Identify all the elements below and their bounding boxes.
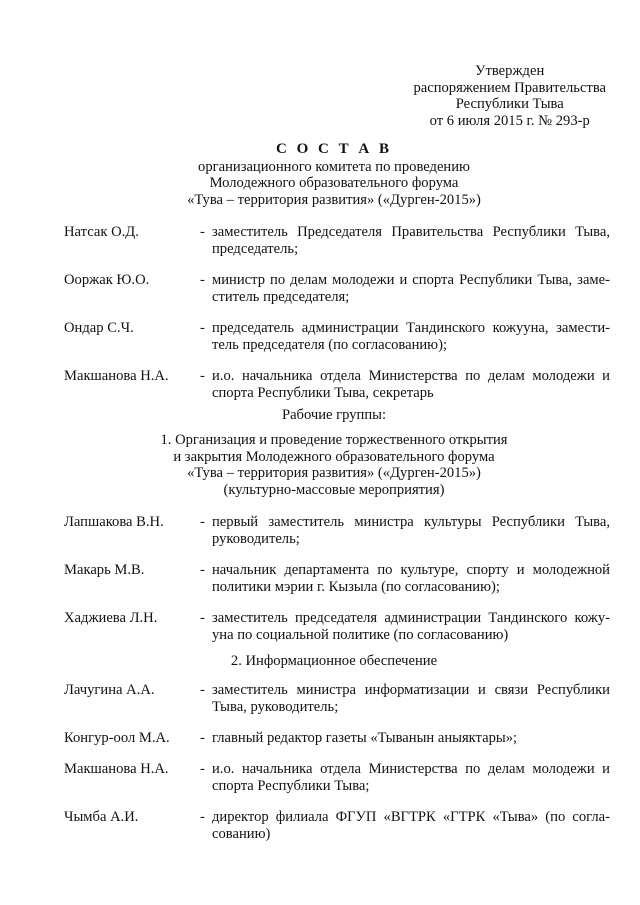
dash: -	[200, 272, 205, 288]
member-name: Макшанова Н.А.	[64, 761, 169, 777]
list-item	[64, 224, 610, 258]
approval-line: Республики Тыва	[455, 96, 564, 113]
dash: -	[200, 368, 205, 384]
approval-line: Утвержден	[475, 63, 545, 79]
member-role: главный редактор газеты «Тыванын аныяктары»;	[212, 730, 518, 746]
group1-list	[64, 514, 610, 658]
list-item	[64, 368, 610, 402]
working-groups-heading: Рабочие группы:	[281, 407, 387, 423]
list-item	[64, 730, 610, 747]
list-item	[64, 809, 610, 843]
list-item	[64, 320, 610, 354]
member-role: заместитель председателя администрации Тандинского кожу-уна по социальной политике (по согласованию)	[212, 610, 610, 643]
dash: -	[200, 514, 205, 530]
dash: -	[200, 562, 205, 578]
dash: -	[200, 730, 205, 746]
approval-block	[413, 63, 606, 129]
group-heading-line: и закрытия Молодежного образовательного форума	[173, 448, 495, 465]
document-title: С О С Т А В	[276, 141, 392, 157]
list-item	[64, 514, 610, 548]
member-name: Ооржак Ю.О.	[64, 272, 150, 288]
member-name: Макарь М.В.	[64, 562, 145, 578]
member-role: заместитель Председателя Правительства Республики Тыва, председатель;	[212, 224, 610, 257]
member-role: директор филиала ФГУП «ВГТРК «ГТРК «Тыва» (по согла-сованию)	[212, 809, 610, 842]
member-name: Натсак О.Д.	[64, 224, 139, 240]
list-item	[64, 761, 610, 795]
member-role: первый заместитель министра культуры Республики Тыва, руководитель;	[212, 514, 610, 547]
list-item	[64, 682, 610, 716]
group2-heading: 2. Информационное обеспечение	[230, 653, 438, 669]
member-name: Лапшакова В.Н.	[64, 514, 164, 530]
dash: -	[200, 682, 205, 698]
approval-line: распоряжением Правительства	[413, 79, 606, 96]
document-title-block	[0, 141, 640, 208]
member-name: Лачугина А.А.	[64, 682, 155, 698]
dash: -	[200, 809, 205, 825]
dash: -	[200, 224, 205, 240]
approval-line: от 6 июля 2015 г. № 293-р	[429, 112, 590, 129]
member-role: начальник департамента по культуре, спорту и молодежной политики мэрии г. Кызыла (по согласованию);	[212, 562, 610, 595]
dash: -	[200, 610, 205, 626]
member-role: председатель администрации Тандинского кожууна, замести-тель председателя (по согласованию);	[212, 320, 610, 353]
group2-list	[64, 682, 610, 857]
member-role: и.о. начальника отдела Министерства по делам молодежи и спорта Республики Тыва, секретарь	[212, 368, 610, 401]
group1-heading	[0, 432, 640, 498]
list-item	[64, 272, 610, 306]
subtitle-line: Молодежного образовательного форума	[209, 175, 459, 192]
dash: -	[200, 320, 205, 336]
group-heading-line: (культурно-массовые мероприятия)	[223, 481, 445, 498]
subtitle-line: «Тува – территория развития» («Дурген-2015»)	[187, 191, 481, 208]
dash: -	[200, 761, 205, 777]
member-role: министр по делам молодежи и спорта Республики Тыва, заме-ститель председателя;	[212, 272, 610, 305]
member-role: заместитель министра информатизации и связи Республики Тыва, руководитель;	[212, 682, 610, 715]
list-item	[64, 562, 610, 596]
group-heading-line: «Тува – территория развития» («Дурген-2015»)	[187, 465, 481, 482]
group-heading-line: 1. Организация и проведение торжественного открытия	[160, 432, 508, 448]
member-name: Конгур-оол М.А.	[64, 730, 170, 746]
subtitle-line: организационного комитета по проведению	[198, 158, 470, 175]
list-item	[64, 610, 610, 644]
member-name: Чымба А.И.	[64, 809, 139, 825]
member-name: Макшанова Н.А.	[64, 368, 169, 384]
member-role: и.о. начальника отдела Министерства по делам молодежи и спорта Республики Тыва;	[212, 761, 610, 794]
committee-list	[64, 224, 610, 416]
member-name: Хаджиева Л.Н.	[64, 610, 158, 626]
member-name: Ондар С.Ч.	[64, 320, 134, 336]
